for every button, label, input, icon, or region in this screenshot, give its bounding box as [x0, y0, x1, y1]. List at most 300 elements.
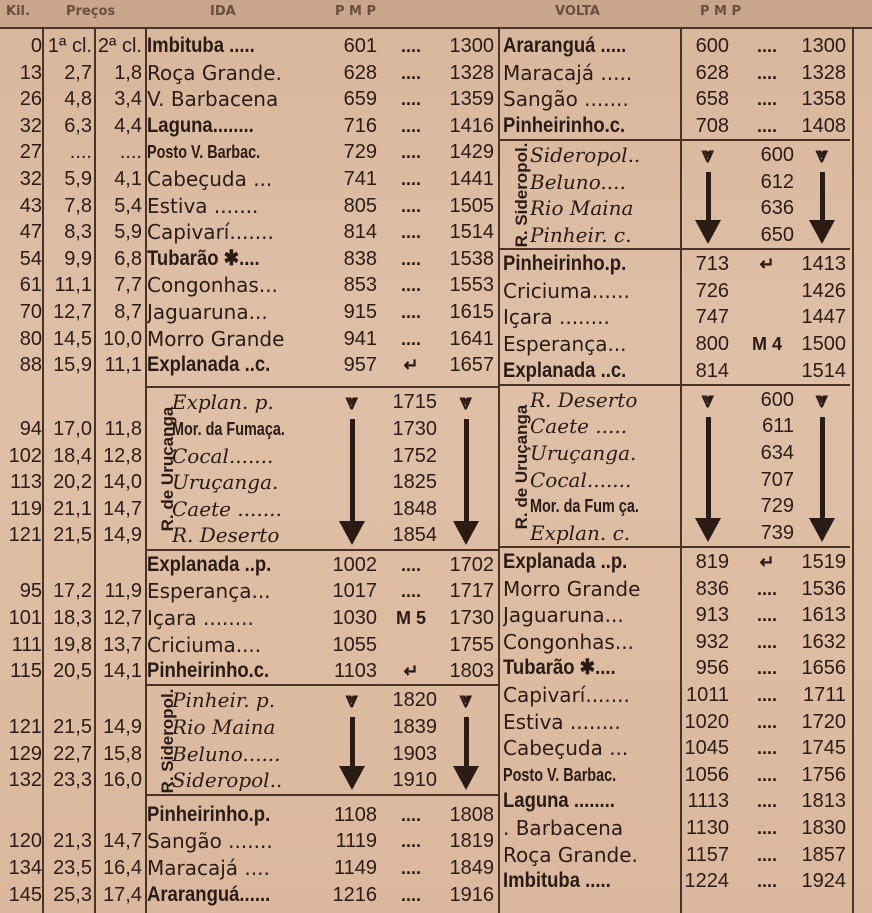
station-name: Estiva ....... — [147, 193, 259, 218]
header-row — [0, 0, 872, 29]
time-p2: 1830 — [801, 817, 846, 840]
branch-time: 707 — [760, 468, 794, 491]
time-p: 956 — [695, 657, 729, 680]
time-p: 708 — [695, 114, 729, 137]
time-p: 1119 — [335, 830, 377, 853]
time-p2: 1413 — [801, 253, 846, 276]
time-m: ↵ — [759, 552, 775, 573]
wheat-icon: ⫸ — [696, 150, 722, 163]
price-2nd: 10,0 — [103, 327, 142, 350]
time-m: .... — [756, 89, 777, 110]
time-p: 1045 — [684, 737, 729, 760]
time-m: .... — [756, 658, 777, 679]
time-p2: 1505 — [449, 194, 494, 217]
price-2nd: 5,9 — [114, 221, 142, 244]
price-1st: 25,3 — [53, 883, 92, 906]
down-arrow-icon — [706, 172, 711, 220]
station-name: Uruçanga. — [172, 470, 279, 495]
time-p2: 1328 — [801, 61, 846, 84]
price-1st: 2,7 — [64, 61, 92, 84]
station-name: Cabeçuda ... — [503, 736, 629, 761]
branch-time: 1848 — [392, 497, 437, 520]
time-p: 713 — [695, 253, 729, 276]
price-2nd: 13,7 — [103, 633, 142, 656]
header-ida-times: P M P — [335, 4, 377, 19]
price-2nd — [96, 389, 142, 415]
price-2nd — [96, 552, 142, 578]
wheat-icon: ⫸ — [454, 397, 480, 411]
time-p2: 1632 — [801, 630, 846, 653]
km-value: 88 — [19, 354, 42, 377]
station-name: Araranguá ..... — [503, 34, 627, 57]
time-p: 805 — [343, 194, 377, 217]
time-m: .... — [400, 89, 421, 110]
time-m: .... — [400, 142, 421, 163]
time-p: 659 — [343, 88, 377, 111]
price-1st: 8,3 — [64, 221, 92, 244]
km-value: 101 — [8, 606, 42, 629]
station-name: Tubarão ✱.... — [503, 656, 616, 680]
time-p: 1020 — [684, 710, 729, 733]
branch-time: 611 — [762, 415, 794, 438]
price-1st: 18,3 — [53, 606, 92, 629]
station-name: Maracajá ..... — [503, 60, 633, 85]
time-p: 1056 — [684, 763, 729, 786]
time-p: 601 — [343, 35, 377, 57]
time-p2: 1813 — [801, 790, 846, 813]
station-name: Cocal....... — [172, 443, 274, 468]
time-p2: 1615 — [449, 301, 494, 323]
branch-time: 1752 — [392, 444, 437, 467]
header-volta-times: P M P — [700, 4, 742, 19]
down-arrow-icon — [464, 419, 469, 521]
station-name: Rio Maina — [172, 714, 276, 739]
time-m: .... — [756, 685, 777, 706]
branch-time: 634 — [760, 441, 794, 464]
time-m: .... — [400, 169, 421, 189]
price-1st: 12,7 — [53, 301, 92, 323]
time-p2: 1536 — [801, 577, 846, 600]
arrowhead-icon — [695, 518, 721, 542]
time-p: 1224 — [684, 870, 729, 893]
station-name: Roça Grande. — [147, 60, 282, 85]
time-p2: 1720 — [801, 710, 846, 733]
km-value: 145 — [8, 883, 42, 906]
price-1st — [44, 802, 92, 828]
station-name: Pinheirinho.p. — [503, 252, 627, 276]
branch-time: 636 — [760, 197, 794, 220]
price-1st — [44, 687, 92, 713]
time-m: .... — [400, 328, 421, 349]
station-name: Beluno...... — [172, 741, 281, 766]
station-name: Sangão ....... — [503, 87, 629, 112]
time-m: .... — [756, 605, 777, 626]
station-name: Esperança... — [503, 331, 627, 356]
time-p2: 1447 — [801, 306, 846, 329]
km-value: 54 — [19, 247, 42, 270]
time-p2: 1916 — [449, 883, 494, 906]
wheat-icon: ⫸ — [340, 695, 366, 709]
time-m: .... — [400, 804, 421, 825]
price-2nd: 12,7 — [103, 606, 142, 629]
price-2nd: 14,0 — [103, 471, 142, 494]
price-1st: 23,5 — [53, 856, 92, 879]
price-2nd: 5,4 — [114, 194, 142, 217]
price-1st: 21,5 — [53, 715, 92, 738]
time-p: 1130 — [685, 817, 729, 840]
branch-top-rule — [498, 139, 850, 141]
header-volta: VOLTA — [555, 4, 600, 19]
time-p: 628 — [695, 61, 729, 84]
km-value: 120 — [8, 830, 42, 853]
arrowhead-icon — [339, 521, 365, 545]
station-name: Sideropol.. — [530, 143, 641, 168]
price-1st: 17,0 — [53, 418, 92, 441]
station-name: Posto V. Barbac. — [147, 142, 261, 163]
km-value: 32 — [19, 114, 42, 137]
price-2nd: 3,4 — [114, 88, 142, 111]
time-p2: 1641 — [449, 327, 494, 350]
km-value: 132 — [8, 769, 42, 792]
price-1st: 18,4 — [53, 444, 92, 467]
time-p2: 1849 — [449, 856, 494, 879]
station-name: Uruçanga. — [530, 440, 637, 465]
km-value — [2, 552, 42, 578]
time-m: .... — [756, 764, 777, 785]
branch-time: 1825 — [392, 471, 437, 494]
station-name: Imbituba ..... — [147, 34, 255, 57]
time-p: 957 — [343, 354, 377, 377]
price-2nd: 8,7 — [114, 301, 142, 323]
km-value: 121 — [8, 524, 42, 547]
station-name: Içara ........ — [503, 305, 610, 330]
down-arrow-icon — [350, 419, 355, 521]
price-2nd: 14,9 — [103, 715, 142, 738]
branch-time: 650 — [760, 223, 794, 246]
km-value: 0 — [30, 35, 42, 57]
station-name: Explanada ..p. — [503, 550, 628, 574]
station-name: Cocal....... — [530, 467, 632, 492]
price-1st: 19,8 — [53, 633, 92, 656]
time-m: .... — [756, 62, 777, 83]
station-name: V. Barbacena — [147, 87, 279, 112]
km-value: 32 — [19, 168, 42, 190]
price-1st: 17,2 — [53, 580, 92, 603]
time-p: 800 — [695, 332, 729, 355]
price-1st: 21,3 — [53, 830, 92, 853]
km-value: 115 — [10, 660, 42, 683]
time-m: .... — [756, 711, 777, 732]
time-m — [385, 632, 437, 658]
time-m: .... — [756, 791, 777, 812]
time-p2: 1711 — [802, 684, 846, 707]
km-value: 129 — [8, 742, 42, 765]
station-name: Congonhas... — [503, 629, 634, 654]
station-name: Capivarí....... — [503, 683, 630, 708]
time-m: M 4 — [751, 333, 782, 354]
station-name: Maracajá .... — [147, 855, 270, 880]
price-1st: 7,8 — [64, 194, 92, 217]
arrowhead-icon — [809, 220, 835, 244]
km-value: 111 — [11, 633, 42, 656]
time-p: 1030 — [332, 606, 377, 629]
km-value: 80 — [19, 327, 42, 350]
station-name: Criciuma...... — [503, 278, 630, 303]
arrowhead-icon — [339, 766, 365, 790]
time-m: .... — [756, 844, 777, 865]
rule-v — [852, 27, 854, 913]
time-p: 838 — [343, 247, 377, 270]
station-name: Pinheirinho.c. — [503, 113, 626, 137]
station-name: Laguna........ — [147, 113, 254, 137]
time-p2: 1702 — [449, 553, 494, 576]
time-m — [738, 278, 796, 304]
station-name: Caete ..... — [530, 414, 628, 439]
time-p: 1108 — [333, 803, 377, 826]
price-1st: 14,5 — [53, 327, 92, 350]
time-p: 1113 — [687, 790, 729, 813]
branch-time: 1854 — [392, 524, 437, 547]
station-name: Mor. da Fum ça. — [530, 496, 639, 517]
km-value: 121 — [8, 715, 42, 738]
time-m: .... — [400, 222, 421, 243]
time-p2: 1717 — [449, 580, 494, 603]
time-p2: 1730 — [449, 606, 494, 629]
time-m: M 5 — [395, 607, 426, 628]
rule-v — [498, 27, 500, 913]
time-m: ↵ — [403, 355, 419, 376]
time-p2: 1745 — [801, 737, 846, 760]
station-name: Explan. p. — [172, 390, 274, 415]
price-2nd: 2ª cl. — [97, 35, 142, 57]
time-p2: 1359 — [449, 88, 494, 111]
time-p: 747 — [695, 306, 729, 329]
price-2nd — [96, 687, 142, 713]
time-p2: 1519 — [801, 551, 846, 574]
km-value: 13 — [19, 61, 42, 84]
price-2nd: .... — [119, 141, 142, 164]
price-2nd: 11,1 — [104, 354, 142, 377]
time-p: 1103 — [333, 660, 377, 683]
time-m: .... — [400, 554, 421, 575]
station-name: Sideropol.. — [172, 768, 283, 793]
time-m — [738, 304, 796, 330]
time-p2: 1808 — [449, 803, 494, 826]
time-p: 600 — [695, 35, 729, 57]
km-value — [2, 389, 42, 415]
price-2nd: 6,8 — [114, 247, 142, 270]
price-1st: 22,7 — [53, 742, 92, 765]
wheat-icon: ⫸ — [810, 150, 836, 163]
time-p2: 1429 — [449, 141, 494, 164]
km-value: 70 — [19, 301, 42, 323]
time-p2: 1358 — [801, 88, 846, 111]
time-p: 716 — [343, 114, 377, 137]
time-m: .... — [756, 871, 777, 892]
time-m: ↵ — [403, 661, 419, 682]
time-p: 729 — [343, 141, 377, 164]
branch-time: 1910 — [392, 769, 437, 792]
price-1st: 6,3 — [64, 114, 92, 137]
time-p2: 1514 — [801, 359, 846, 382]
time-m: .... — [756, 36, 777, 56]
header-prices: Preços — [66, 4, 116, 19]
down-arrow-icon — [820, 417, 825, 519]
station-name: Mor. da Fumaça. — [172, 419, 285, 440]
time-m: .... — [400, 302, 421, 322]
station-name: R. Deserto — [172, 523, 280, 548]
time-p2: 1300 — [449, 35, 494, 57]
price-1st: 4,8 — [64, 88, 92, 111]
station-name: Morro Grande — [503, 576, 641, 601]
branch-label: R. de Uruçanga — [511, 404, 531, 529]
km-value: 94 — [19, 418, 42, 441]
price-1st: 21,5 — [53, 524, 92, 547]
time-p: 741 — [343, 168, 377, 190]
time-p2: 1755 — [449, 633, 494, 656]
price-1st: 5,9 — [64, 168, 92, 190]
station-name: Beluno.... — [530, 169, 626, 194]
branch-time: 1730 — [392, 418, 437, 441]
station-name: Tubarão ✱.... — [147, 246, 260, 270]
time-m: ↵ — [759, 254, 775, 275]
station-name: Araranguá...... — [147, 882, 271, 906]
time-m: .... — [756, 578, 777, 599]
km-value: 47 — [19, 221, 42, 244]
station-name: Capivarí....... — [147, 220, 274, 245]
station-name: Explanada ..c. — [503, 358, 627, 382]
price-1st — [44, 389, 92, 415]
station-name: Pinheirinho.p. — [147, 802, 271, 826]
price-2nd: 12,8 — [103, 444, 142, 467]
price-1st: 20,2 — [53, 471, 92, 494]
station-name: Laguna ........ — [503, 789, 615, 813]
price-1st: .... — [69, 141, 92, 164]
km-value: 95 — [19, 580, 42, 603]
time-p2: 1538 — [449, 247, 494, 270]
time-m: .... — [400, 857, 421, 878]
price-2nd: 14,1 — [103, 660, 142, 683]
header-ida: IDA — [210, 4, 236, 19]
km-value — [2, 802, 42, 828]
station-name: Pinheirinho.c. — [147, 659, 270, 683]
price-2nd: 1,8 — [114, 61, 142, 84]
price-2nd: 11,8 — [104, 418, 142, 441]
price-2nd: 4,4 — [114, 114, 142, 137]
time-p2: 1441 — [449, 168, 494, 190]
time-p: 1017 — [332, 580, 377, 603]
km-value — [2, 687, 42, 713]
branch-top-rule — [498, 384, 850, 386]
time-m: .... — [400, 195, 421, 216]
station-name: Roça Grande. — [503, 842, 638, 867]
branch-time: 600 — [760, 144, 794, 167]
wheat-icon: ⫸ — [810, 395, 836, 408]
arrowhead-icon — [453, 766, 479, 790]
time-p: 853 — [343, 274, 377, 297]
time-p: 814 — [695, 359, 729, 382]
time-p2: 1416 — [449, 114, 494, 137]
time-m: .... — [400, 831, 421, 852]
station-name: Explanada ..c. — [147, 353, 271, 377]
time-m: .... — [400, 62, 421, 83]
time-p: 1216 — [332, 883, 377, 906]
time-m: .... — [400, 248, 421, 269]
branch-time: 729 — [760, 495, 794, 518]
time-p2: 1857 — [801, 843, 846, 866]
time-p: 628 — [343, 61, 377, 84]
km-value: 26 — [19, 88, 42, 111]
time-m: .... — [756, 738, 777, 759]
branch-label: R. de Uruçanga — [157, 406, 177, 532]
time-p: 819 — [695, 551, 729, 574]
station-name: Criciuma.... — [147, 632, 262, 657]
header-km: Kil. — [6, 4, 30, 19]
branch-time: 1903 — [392, 742, 437, 765]
price-1st: 1ª cl. — [47, 35, 92, 57]
station-name: Jaguaruna... — [503, 603, 624, 628]
time-p: 913 — [695, 604, 729, 627]
price-2nd: 14,7 — [103, 830, 142, 853]
time-p2: 1756 — [801, 763, 846, 786]
branch-top-rule — [145, 684, 498, 686]
station-name: Cabeçuda ... — [147, 167, 273, 191]
price-2nd: 14,7 — [103, 497, 142, 520]
time-p: 836 — [695, 577, 729, 600]
price-2nd: 7,7 — [114, 274, 142, 297]
price-2nd: 14,9 — [103, 524, 142, 547]
price-2nd: 16,0 — [103, 769, 142, 792]
time-p2: 1803 — [449, 660, 494, 683]
station-name: Posto V. Barbac. — [503, 764, 617, 785]
arrowhead-icon — [453, 521, 479, 545]
km-value: 43 — [19, 194, 42, 217]
branch-time: 739 — [760, 521, 794, 544]
station-name: Jaguaruna... — [147, 300, 268, 324]
station-name: . Barbacena — [503, 816, 624, 841]
time-p2: 1500 — [801, 332, 846, 355]
branch-label: R. Sideropol. — [511, 142, 531, 248]
station-name: Congonhas... — [147, 273, 278, 298]
price-2nd: 16,4 — [103, 856, 142, 879]
station-name: Explanada ..p. — [147, 552, 272, 576]
branch-label: R. Sideropol. — [157, 688, 177, 793]
km-value: 134 — [8, 856, 42, 879]
price-1st: 9,9 — [64, 247, 92, 270]
time-p: 726 — [695, 279, 729, 302]
branch-time: 1715 — [392, 391, 437, 414]
station-name: Imbituba ..... — [503, 869, 611, 893]
branch-time: 1839 — [392, 715, 437, 738]
time-p2: 1613 — [801, 604, 846, 627]
time-p2: 1408 — [801, 114, 846, 137]
station-name: Sangão ....... — [147, 829, 273, 854]
time-p2: 1924 — [801, 870, 846, 893]
branch-top-rule — [145, 386, 498, 388]
down-arrow-icon — [464, 717, 469, 765]
station-name: Pinheir. c. — [530, 222, 632, 247]
wheat-icon: ⫸ — [454, 695, 480, 709]
time-p: 1002 — [332, 553, 377, 576]
time-p2: 1300 — [801, 35, 846, 57]
down-arrow-icon — [820, 172, 825, 220]
time-m: .... — [400, 884, 421, 905]
time-p: 1055 — [332, 633, 377, 656]
station-name: Caete ....... — [172, 496, 282, 521]
time-p2: 1819 — [449, 830, 494, 853]
km-value: 119 — [10, 497, 42, 520]
time-p2: 1426 — [801, 279, 846, 302]
